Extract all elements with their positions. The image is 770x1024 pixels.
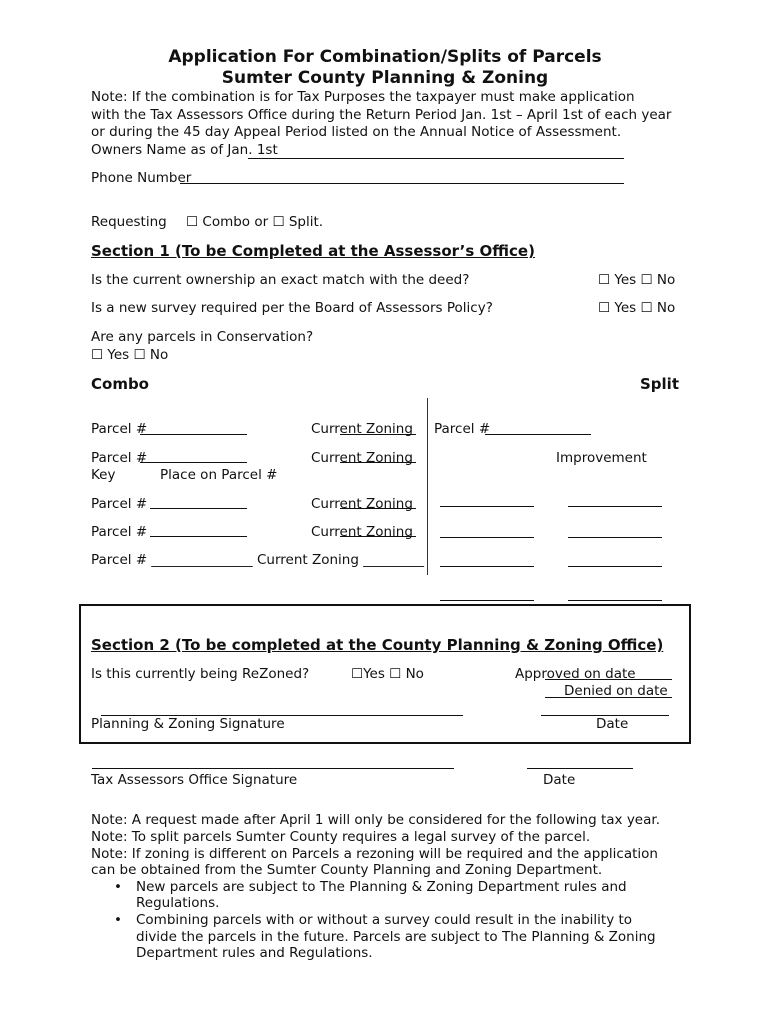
- section1-heading: Section 1 (To be Completed at the Assessor’s Office): [91, 242, 535, 260]
- note-line3: or during the 45 day Appeal Period listed on the Annual Notice of Assessment.: [91, 124, 622, 140]
- split-place-field[interactable]: [568, 506, 662, 507]
- bullet2-line3: Department rules and Regulations.: [136, 945, 373, 961]
- assessor-signature-field[interactable]: [92, 768, 454, 769]
- combo-parcel-label: Parcel #: [91, 421, 148, 437]
- owner-name-label: Owners Name as of Jan. 1st: [91, 142, 278, 158]
- rezoned-options[interactable]: ☐Yes ☐ No: [351, 666, 424, 682]
- bullet1-line2: Regulations.: [136, 895, 220, 911]
- q-survey-options[interactable]: ☐ Yes ☐ No: [598, 300, 676, 316]
- note-april: Note: A request made after April 1 will only be considered for the following tax year.: [91, 812, 660, 828]
- split-key-field[interactable]: [440, 566, 534, 567]
- combo-parcel-field[interactable]: [150, 508, 247, 509]
- combo-parcel-label: Parcel #: [91, 496, 148, 512]
- improvement-label: Improvement: [556, 450, 647, 466]
- split-place-field[interactable]: [568, 600, 662, 601]
- combo-zoning-label: Current Zoning: [311, 450, 413, 466]
- note-line1: Note: If the combination is for Tax Purposes the taxpayer must make application: [91, 89, 635, 105]
- combo-parcel-field[interactable]: [140, 434, 247, 435]
- requesting-label: Requesting: [91, 214, 167, 230]
- combo-zoning-field[interactable]: [340, 536, 416, 537]
- pz-signature-label: Planning & Zoning Signature: [91, 716, 285, 732]
- q-ownership-options[interactable]: ☐ Yes ☐ No: [598, 272, 676, 288]
- approved-on-date: Approved on date: [515, 666, 636, 682]
- split-place-field[interactable]: [568, 566, 662, 567]
- key-label: Key: [91, 467, 116, 483]
- assessor-signature-label: Tax Assessors Office Signature: [91, 772, 298, 788]
- split-key-field[interactable]: [440, 600, 534, 601]
- column-divider: [427, 398, 428, 575]
- phone-label: Phone Number: [91, 170, 192, 186]
- bullet1-line1: New parcels are subject to The Planning & Zoning Department rules and: [136, 879, 627, 895]
- split-key-field[interactable]: [440, 506, 534, 507]
- q-conservation-options[interactable]: ☐ Yes ☐ No: [91, 347, 169, 363]
- combo-zoning-field[interactable]: [340, 462, 416, 463]
- approved-date-field[interactable]: [545, 679, 672, 680]
- denied-date-field[interactable]: [545, 697, 672, 698]
- q-ownership: Is the current ownership an exact match with the deed?: [91, 272, 470, 288]
- combo-heading: Combo: [91, 375, 149, 393]
- note-line2: with the Tax Assessors Office during the Return Period Jan. 1st – April 1st of each year: [91, 107, 672, 123]
- combo-last-row[interactable]: Parcel # _______________ Current Zoning _________: [91, 552, 424, 568]
- form-title-line2: Sumter County Planning & Zoning: [221, 68, 549, 88]
- combo-zoning-label: Current Zoning: [311, 524, 413, 540]
- combo-zoning-label: Current Zoning: [311, 421, 413, 437]
- combo-parcel-label: Parcel #: [91, 524, 148, 540]
- combo-zoning-label: Current Zoning: [311, 496, 413, 512]
- assessor-date-label: Date: [543, 772, 576, 788]
- note-zoning-line2: can be obtained from the Sumter County Planning and Zoning Department.: [91, 862, 603, 878]
- assessor-date-field[interactable]: [527, 768, 633, 769]
- split-parcel-label: Parcel #: [434, 421, 491, 437]
- q-survey: Is a new survey required per the Board of Assessors Policy?: [91, 300, 493, 316]
- requesting-options[interactable]: ☐ Combo or ☐ Split.: [186, 214, 324, 230]
- note-zoning-line1: Note: If zoning is different on Parcels a rezoning will be required and the application: [91, 846, 658, 862]
- bullet2-line1: Combining parcels with or without a survey could result in the inability to: [136, 912, 633, 928]
- note-survey: Note: To split parcels Sumter County requires a legal survey of the parcel.: [91, 829, 591, 845]
- split-key-field[interactable]: [440, 537, 534, 538]
- split-heading: Split: [640, 375, 679, 393]
- owner-name-field[interactable]: [248, 158, 624, 159]
- combo-parcel-label: Parcel #: [91, 450, 148, 466]
- denied-on-date: Denied on date: [564, 683, 668, 699]
- pz-date-label: Date: [596, 716, 629, 732]
- q-conservation: Are any parcels in Conservation?: [91, 329, 314, 345]
- bullet-dot: •: [114, 879, 122, 895]
- rezoned-question: Is this currently being ReZoned?: [91, 666, 310, 682]
- bullet-dot: •: [114, 912, 122, 928]
- place-on-parcel-label: Place on Parcel #: [160, 467, 278, 483]
- split-parcel-field[interactable]: [485, 434, 591, 435]
- split-place-field[interactable]: [568, 537, 662, 538]
- combo-parcel-field[interactable]: [150, 536, 247, 537]
- phone-field[interactable]: [180, 183, 624, 184]
- bullet2-line2: divide the parcels in the future. Parcels are subject to The Planning & Zoning: [136, 929, 656, 945]
- form-title-line1: Application For Combination/Splits of Parcels: [168, 47, 602, 67]
- combo-zoning-field[interactable]: [340, 434, 416, 435]
- combo-zoning-field[interactable]: [340, 508, 416, 509]
- section2-heading: Section 2 (To be completed at the County Planning & Zoning Office): [91, 636, 664, 654]
- combo-parcel-field[interactable]: [140, 462, 247, 463]
